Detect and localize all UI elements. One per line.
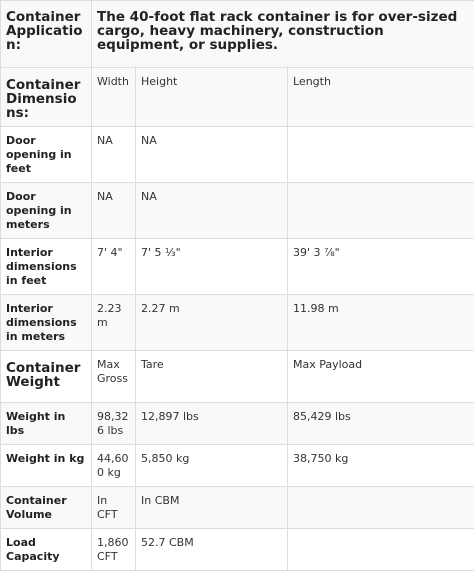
max-payload-cell: 85,429 lbs: [288, 403, 474, 445]
width-cell: 7' 4": [92, 239, 136, 295]
max-gross-cell: 98,326 lbs: [92, 403, 136, 445]
empty-cell: [288, 529, 474, 571]
volume-header-row: [1, 487, 474, 529]
height-cell: 2.27 m: [136, 295, 288, 351]
cbm-cell: 52.7 CBM: [136, 529, 288, 571]
length-cell: 39' 3 ⅞": [288, 239, 474, 295]
row-label: Interior dimensions in feet: [1, 239, 92, 295]
tare-cell: 12,897 lbs: [136, 403, 288, 445]
max-gross-cell: 44,600 kg: [92, 445, 136, 487]
table-row: [1, 183, 474, 239]
table-row: [1, 445, 474, 487]
table-row: [1, 295, 474, 351]
row-label: Weight in kg: [1, 445, 92, 487]
height-cell: NA: [136, 183, 288, 239]
length-cell: [288, 127, 474, 183]
empty-cell: [288, 487, 474, 529]
row-label: Door opening in meters: [1, 183, 92, 239]
max-gross-header: Max Gross: [92, 351, 136, 403]
table-row: [1, 239, 474, 295]
height-cell: 7' 5 ⅓": [136, 239, 288, 295]
width-cell: NA: [92, 183, 136, 239]
length-header: Length: [288, 68, 474, 127]
table-row: [1, 403, 474, 445]
table-row: [1, 127, 474, 183]
cft-header: In CFT: [92, 487, 136, 529]
dimensions-label: Container Dimensions:: [1, 68, 92, 127]
weight-label: Container Weight: [1, 351, 92, 403]
length-cell: [288, 183, 474, 239]
width-cell: NA: [92, 127, 136, 183]
row-label: Interior dimensions in meters: [1, 295, 92, 351]
cft-cell: 1,860 CFT: [92, 529, 136, 571]
cbm-header: In CBM: [136, 487, 288, 529]
row-label: Load Capacity: [1, 529, 92, 571]
row-label: Weight in lbs: [1, 403, 92, 445]
table-row: [1, 529, 474, 571]
application-value: The 40-foot flat rack container is for over-sized cargo, heavy machinery, construction equipment, or supplies.: [92, 1, 474, 68]
length-cell: 11.98 m: [288, 295, 474, 351]
weight-header-row: [1, 351, 474, 403]
max-payload-cell: 38,750 kg: [288, 445, 474, 487]
tare-header: Tare: [136, 351, 288, 403]
row-label: Door opening in feet: [1, 127, 92, 183]
max-payload-header: Max Payload: [288, 351, 474, 403]
width-cell: 2.23 m: [92, 295, 136, 351]
height-header: Height: [136, 68, 288, 127]
volume-label: Container Volume: [1, 487, 92, 529]
tare-cell: 5,850 kg: [136, 445, 288, 487]
height-cell: NA: [136, 127, 288, 183]
width-header: Width: [92, 68, 136, 127]
application-row: [1, 1, 474, 68]
application-label: Container Application:: [1, 1, 92, 68]
dimensions-header-row: [1, 68, 474, 127]
